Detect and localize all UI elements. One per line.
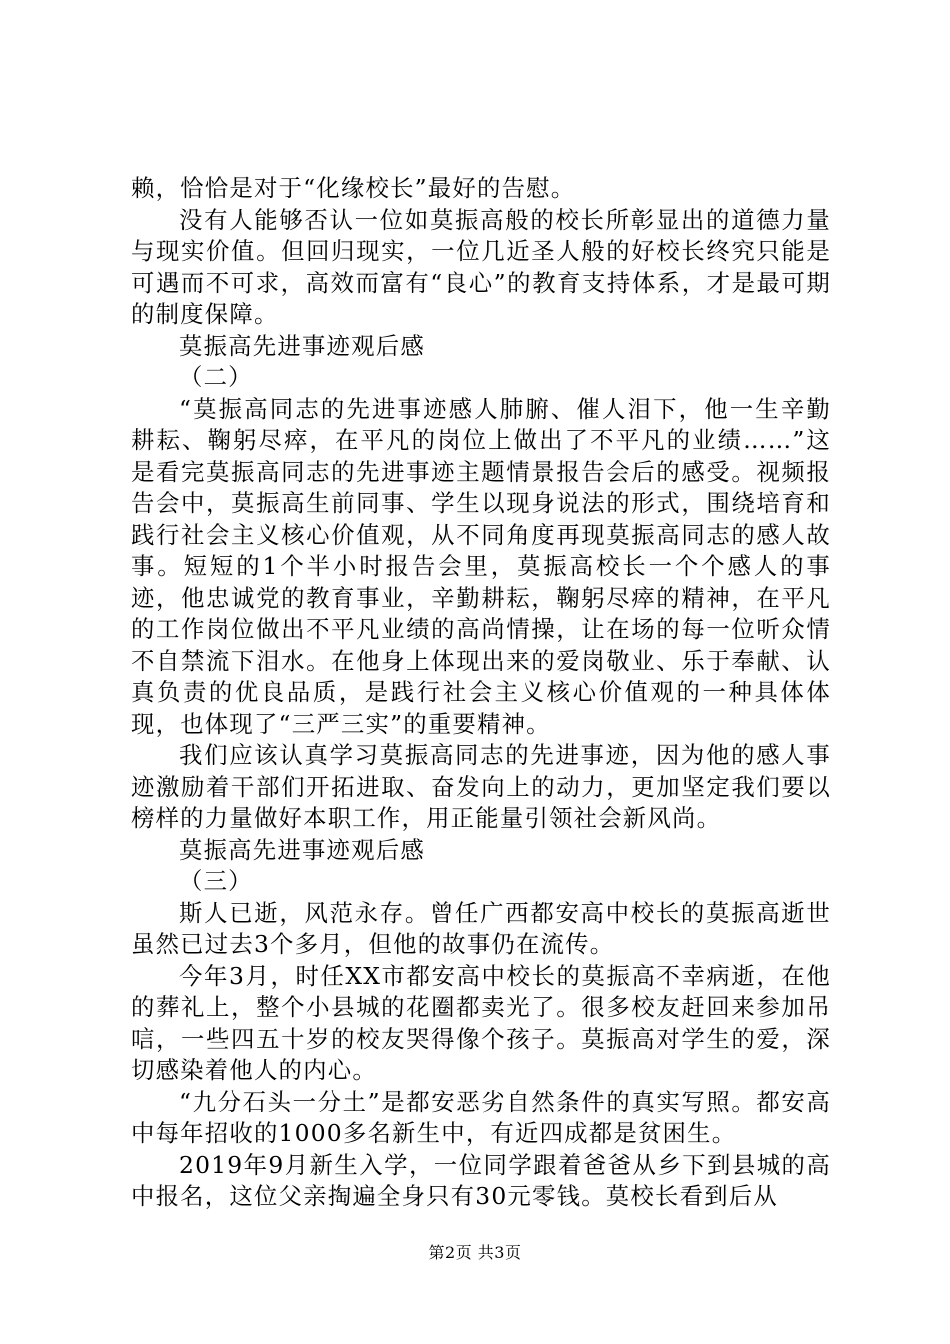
paragraph-1: 赖，恰恰是对于“化缘校长”最好的告慰。 [131, 174, 576, 202]
paragraph-2: 没有人能够否认一位如莫振高般的校长所彰显出的道德力量与现实价值。但回归现实，一位几近圣人般的好校长终究只能是可遇而不可求，高效而富有“良心”的教育支持体系，才是最可期的制度保障。 [131, 205, 831, 328]
page-number-footer: 第2页 共3页 [428, 1243, 522, 1262]
section-number-2: （二） [179, 363, 253, 391]
paragraph-8: 2019年9月新生入学，一位同学跟着爸爸从乡下到县城的高中报名，这位父亲掏遍全身只有30元零钱。莫校长看到后从 [131, 1150, 831, 1210]
section-heading-3: 莫振高先进事迹观后感 [179, 835, 425, 864]
section-heading-2: 莫振高先进事迹观后感 [179, 331, 425, 360]
paragraph-4: 我们应该认真学习莫振高同志的先进事迹，因为他的感人事迹激励着干部们开拓进取、奋发向上的动力，更加坚定我们要以榜样的力量做好本职工作，用正能量引领社会新风尚。 [131, 741, 831, 832]
section-number-3: （三） [179, 867, 253, 895]
document-body [131, 173, 831, 1213]
paragraph-5: 斯人已逝，风范永存。曾任广西都安高中校长的莫振高逝世虽然已过去3个多月，但他的故事仍在流传。 [131, 898, 831, 958]
paragraph-3: “莫振高同志的先进事迹感人肺腑、催人泪下，他一生辛勤耕耘、鞠躬尽瘁，在平凡的岗位上做出了不平凡的业绩……”这是看完莫振高同志的先进事迹主题情景报告会后的感受。视频报告会中，莫振高生前同事、学生以现身说法的形式，围绕培育和践行社会主义核心价值观，从不同角度再现莫振高同志的感人故事。短短的1个半小时报告会里，莫振高校长一个个感人的事迹，他忠诚党的教育事业，辛勤耕耘，鞠躬尽瘁的精神，在平凡的工作岗位做出不平凡业绩的高尚情操，让在场的每一位听众情不自禁流下泪水。在他身上体现出来的爱岗敬业、乐于奉献、认真负责的优良品质，是践行社会主义核心价值观的一种具体体现，也体现了“三严三实”的重要精神。 [131, 394, 831, 738]
paragraph-6: 今年3月，时任XX市都安高中校长的莫振高不幸病逝，在他的葬礼上，整个小县城的花圈都卖光了。很多校友赶回来参加吊唁，一些四五十岁的校友哭得像个孩子。莫振高对学生的爱，深切感染着他人的内心。 [131, 961, 831, 1084]
paragraph-7: “九分石头一分土”是都安恶劣自然条件的真实写照。都安高中每年招收的1000多名新生中，有近四成都是贫困生。 [131, 1087, 831, 1147]
